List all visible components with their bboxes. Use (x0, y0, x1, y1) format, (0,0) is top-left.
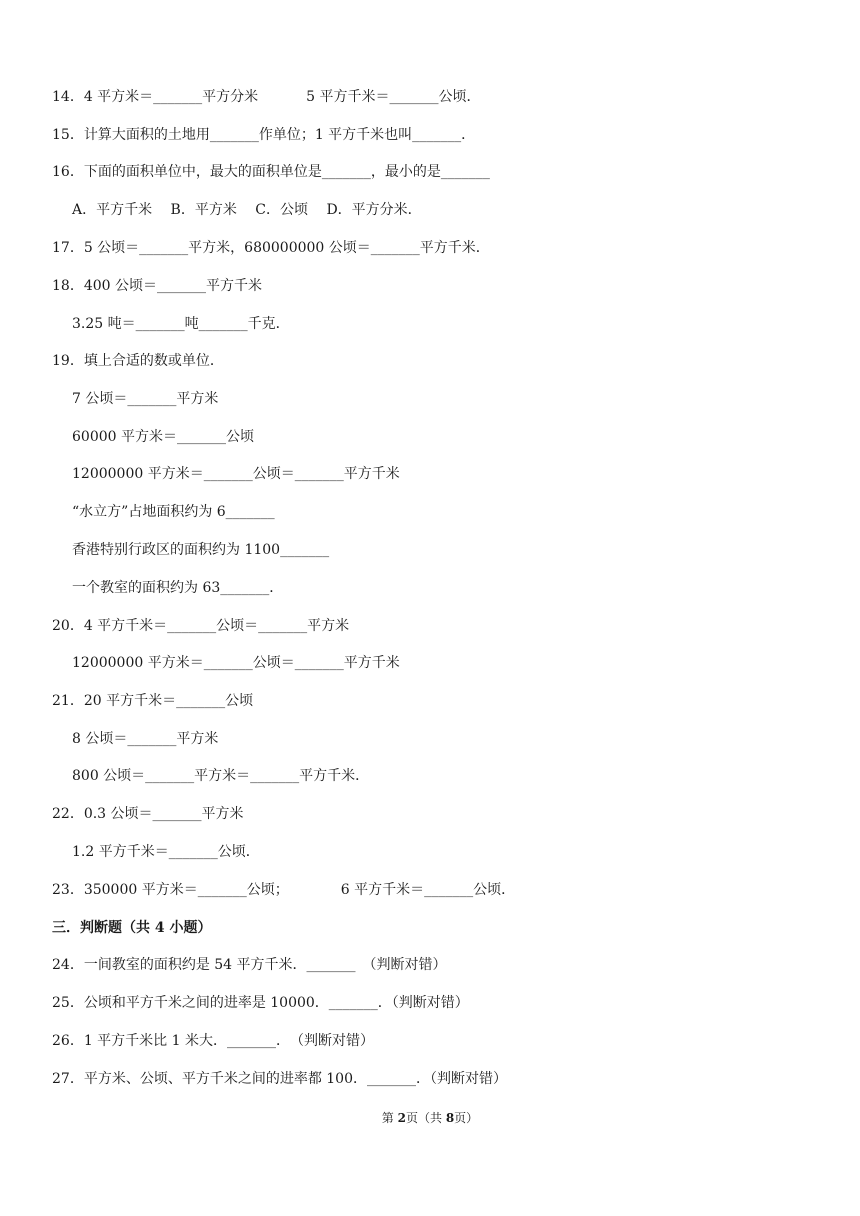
footer-middle: 页（共 (405, 1111, 446, 1125)
question-20-line-2: 12000000 平方米＝_______公顷＝_______平方千米 (72, 655, 400, 671)
question-19-item-6: 一个教室的面积约为 63_______． (72, 580, 284, 596)
section-title-judgement: 三．判断题（共 4 小题） (52, 920, 212, 936)
question-23 (52, 878, 515, 902)
question-17: 17．5 公顷＝_______平方米，680000000 公顷＝_______平方千米． (52, 240, 490, 256)
question-26: 26．1 平方千米比 1 米大．_______． （判断对错） (52, 1033, 374, 1049)
footer-suffix: 页） (454, 1111, 479, 1125)
question-18-line-2: 3.25 吨＝_______吨_______千克． (72, 316, 290, 332)
question-14-part-a: 14．4 平方米＝_______平方分米 (52, 89, 259, 105)
page-footer (0, 1108, 860, 1128)
question-14 (52, 85, 481, 109)
footer-page-number: 2 (397, 1111, 406, 1125)
question-27: 27．平方米、公顷、平方千米之间的进率都 100．_______．（判断对错） (52, 1071, 507, 1087)
question-23-part-a: 23．350000 平方米＝_______公顷； (52, 882, 289, 898)
question-22: 22．0.3 公顷＝_______平方米 (52, 806, 244, 822)
question-14-part-b: 5 平方千米＝_______公顷． (306, 89, 481, 105)
question-19-item-2: 60000 平方米＝_______公顷 (72, 429, 254, 445)
question-21-line-2: 8 公顷＝_______平方米 (72, 731, 219, 747)
question-21-line-3: 800 公顷＝_______平方米＝_______平方千米． (72, 768, 370, 784)
question-19-item-5: 香港特别行政区的面积约为 1100_______ (72, 542, 330, 558)
question-19-item-1: 7 公顷＝_______平方米 (72, 391, 219, 407)
question-18: 18．400 公顷＝_______平方千米 (52, 278, 262, 294)
question-24: 24．一间教室的面积约是 54 平方千米．_______ （判断对错） (52, 957, 447, 973)
question-23-part-b: 6 平方千米＝_______公顷． (340, 882, 516, 898)
footer-total-pages: 8 (445, 1111, 455, 1125)
question-25: 25．公顷和平方千米之间的进率是 10000．_______．（判断对错） (52, 995, 469, 1011)
question-19-item-3: 12000000 平方米＝_______公顷＝_______平方千米 (72, 466, 400, 482)
question-16-options: A．平方千米 B．平方米 C．公顷 D．平方分米． (72, 202, 422, 218)
question-15: 15．计算大面积的土地用_______作单位；1 平方千米也叫_______． (52, 127, 476, 143)
question-19-item-4: “水立方”占地面积约为 6_______ (72, 504, 275, 520)
question-21: 21．20 平方千米＝_______公顷 (52, 693, 254, 709)
question-20: 20．4 平方千米＝_______公顷＝_______平方米 (52, 618, 350, 634)
question-22-line-2: 1.2 平方千米＝_______公顷． (72, 844, 260, 860)
footer-prefix: 第 (381, 1111, 398, 1125)
question-19: 19．填上合适的数或单位． (52, 353, 224, 369)
question-16: 16．下面的面积单位中，最大的面积单位是_______，最小的是_______ (52, 164, 490, 180)
